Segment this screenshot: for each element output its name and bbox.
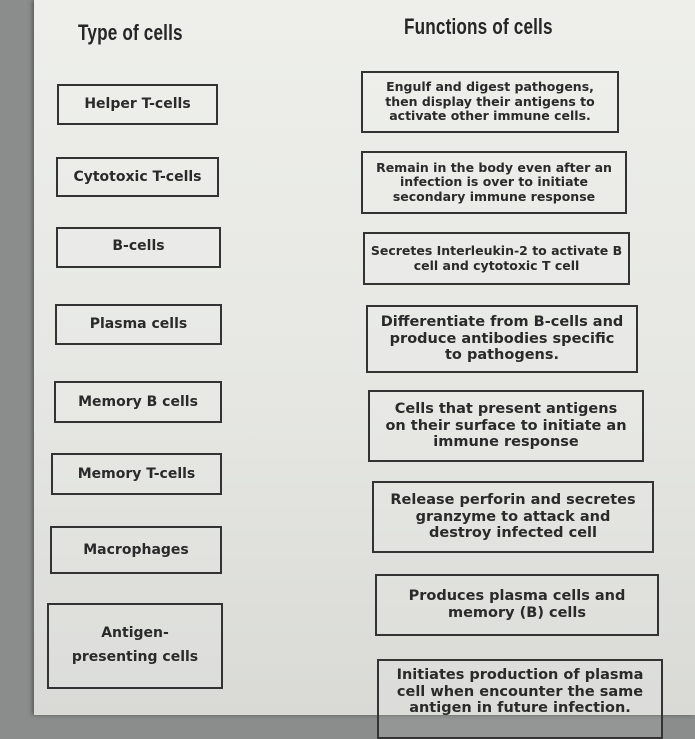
cell-label: Cytotoxic T-cells <box>73 168 202 185</box>
functions-of-cells-heading: Functions of cells <box>404 14 553 39</box>
cell-card-memory-b[interactable] <box>54 381 222 423</box>
cell-label: B-cells <box>112 238 165 254</box>
cell-card-macrophages[interactable] <box>50 526 222 574</box>
function-card-1[interactable] <box>361 71 619 133</box>
function-text: Differentiate from B-cells and produce antibodies specific to pathogens. <box>380 313 624 364</box>
function-card-4[interactable] <box>366 305 638 373</box>
cell-label: Macrophages <box>83 541 189 558</box>
function-card-6[interactable] <box>372 481 654 553</box>
function-text: Engulf and digest pathogens, then display their antigens to activate other immune cells. <box>385 79 595 124</box>
function-text: Initiates production of plasma cell when encounter the same antigen in future infection. <box>396 667 644 717</box>
cell-card-plasma[interactable] <box>55 304 222 345</box>
cell-label: Antigen-presenting cells <box>71 625 199 665</box>
function-card-2[interactable] <box>361 151 627 214</box>
function-text: Release perforin and secretes granzyme to attack and destroy infected cell <box>390 491 636 542</box>
function-text: Cells that present antigens on their surface to initiate an immune response <box>385 400 627 451</box>
cell-label: Memory B cells <box>78 393 198 410</box>
function-card-7[interactable] <box>375 574 659 636</box>
type-of-cells-heading: Type of cells <box>78 20 183 45</box>
cell-label: Plasma cells <box>89 316 188 333</box>
function-card-3[interactable] <box>363 232 630 285</box>
cell-label: Helper T-cells <box>84 96 191 113</box>
cell-card-b-cells[interactable] <box>56 227 221 268</box>
cell-card-antigen-presenting[interactable] <box>47 603 223 689</box>
cell-card-helper-t[interactable] <box>57 84 218 125</box>
function-text: Secretes Interleukin-2 to activate B cell and cytotoxic T cell <box>370 243 623 273</box>
cell-card-memory-t[interactable] <box>51 453 222 495</box>
cell-label: Memory T-cells <box>77 465 196 482</box>
function-text: Produces plasma cells and memory (B) cells <box>408 588 626 621</box>
function-card-8[interactable] <box>377 659 663 739</box>
function-text: Remain in the body even after an infection is over to initiate secondary immune response <box>376 159 612 204</box>
function-card-5[interactable] <box>368 390 644 462</box>
cell-card-cytotoxic-t[interactable] <box>56 157 219 197</box>
